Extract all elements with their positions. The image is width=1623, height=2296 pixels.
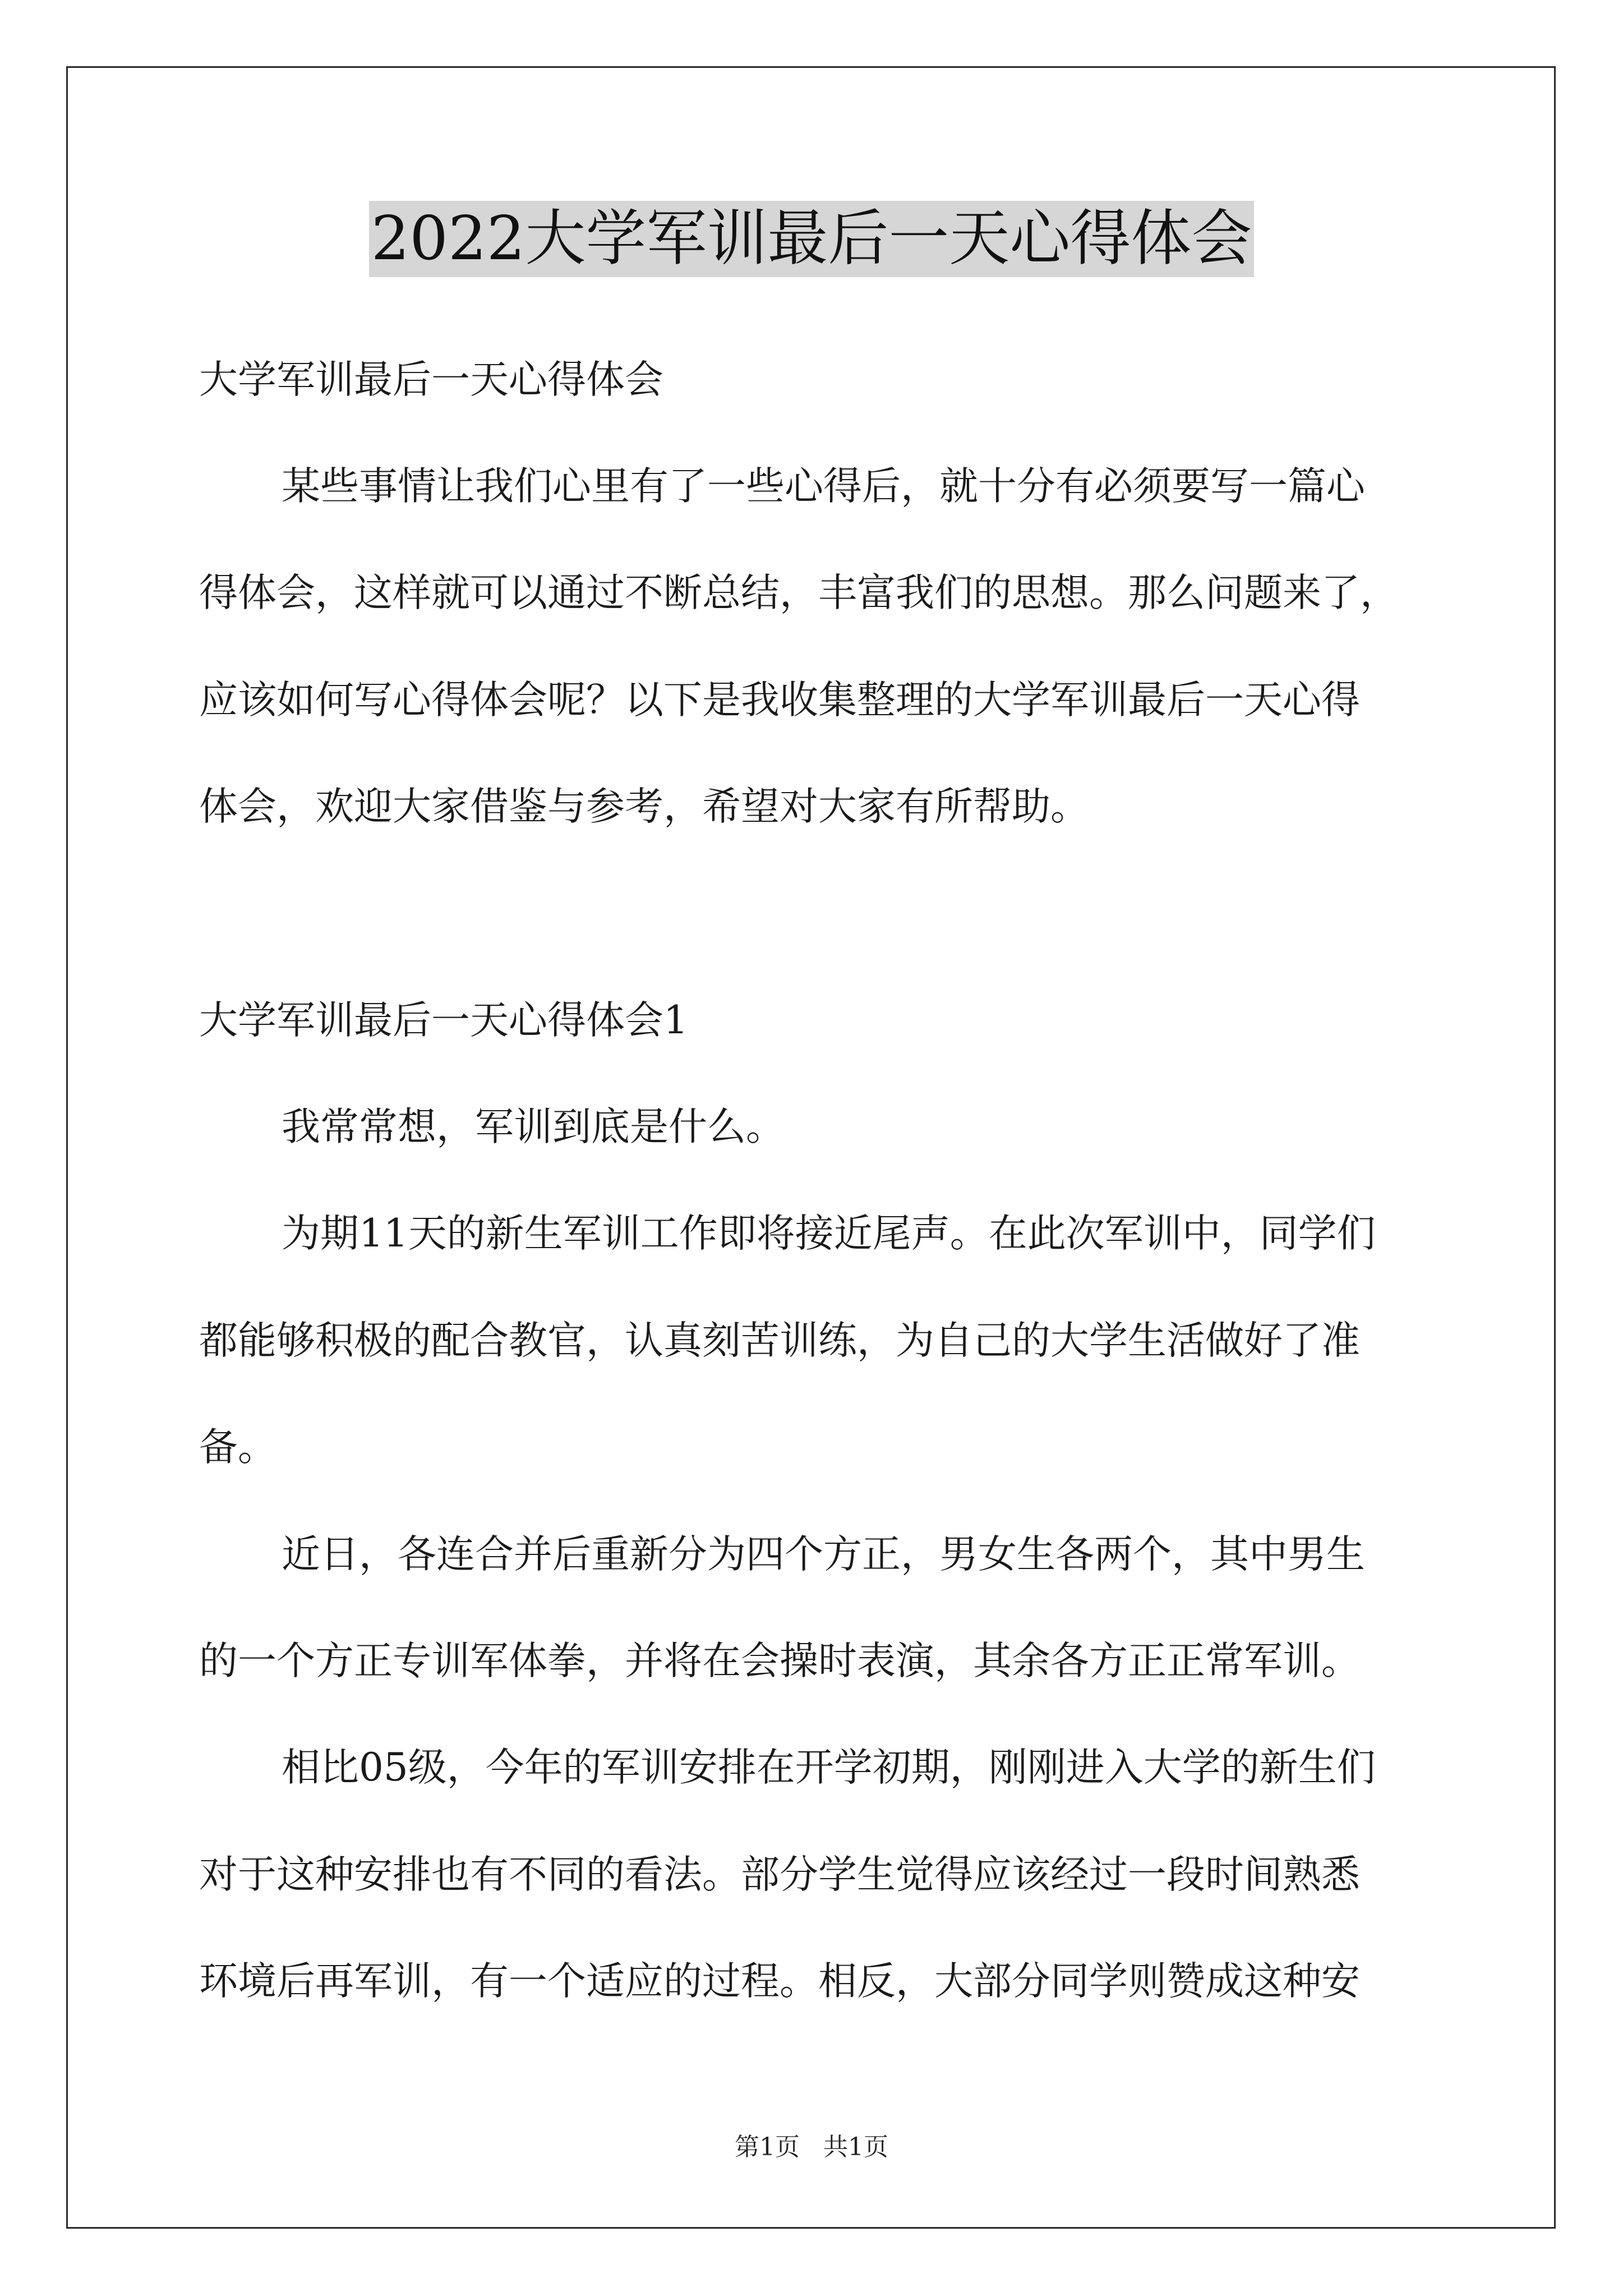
section-heading: 大学军训最后一天心得体会1 [199,998,688,1043]
body-line: 对于这种安排也有不同的看法。部分学生觉得应该经过一段时间熟悉 [199,1852,1360,1897]
intro-line: 体会，欢迎大家借鉴与参考，希望对大家有所帮助。 [199,784,1089,829]
body-line: 为期11天的新生军训工作即将接近尾声。在此次军训中，同学们 [282,1211,1376,1256]
body-line: 相比05级，今年的军训安排在开学初期，刚刚进入大学的新生们 [282,1745,1376,1790]
page-footer [0,2131,1623,2164]
document-title: 2022大学军训最后一天心得体会 [369,201,1255,277]
title-container [0,201,1623,277]
subtitle: 大学军训最后一天心得体会 [199,357,663,402]
intro-line: 得体会，这样就可以通过不断总结，丰富我们的思想。那么问题来了， [199,570,1399,615]
body-line: 我常常想，军训到底是什么。 [282,1105,785,1149]
intro-line: 某些事情让我们心里有了一些心得后，就十分有必须要写一篇心 [282,464,1365,509]
body-line: 都能够积极的配合教官，认真刻苦训练，为自己的大学生活做好了准 [199,1318,1360,1363]
page-total: 共1页 [823,2133,888,2161]
intro-line: 应该如何写心得体会呢？以下是我收集整理的大学军训最后一天心得 [199,678,1360,723]
page-number: 第1页 [735,2133,800,2161]
body-line: 的一个方正专训军体拳，并将在会操时表演，其余各方正正常军训。 [199,1639,1360,1683]
body-line: 环境后再军训，有一个适应的过程。相反，大部分同学则赞成这种安 [199,1959,1360,2004]
body-line: 备。 [199,1425,276,1470]
body-line: 近日，各连合并后重新分为四个方正，男女生各两个，其中男生 [282,1532,1365,1577]
